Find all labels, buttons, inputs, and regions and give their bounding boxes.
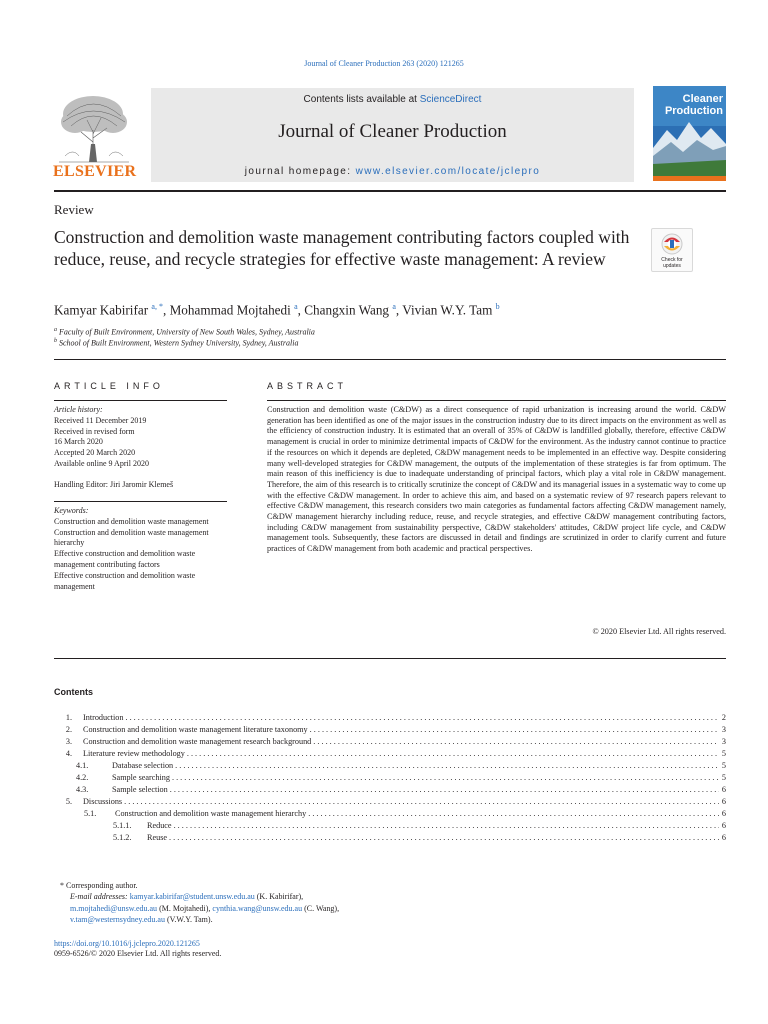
toc-title: Database selection (112, 761, 174, 770)
email-owner: (C. Wang), (304, 903, 340, 913)
toc-item[interactable] (54, 748, 726, 760)
author-name[interactable]: Kamyar Kabirifar (54, 302, 149, 318)
journal-reference-link[interactable]: Journal of Cleaner Production 263 (2020) 121265 (304, 59, 464, 68)
toc-item[interactable] (54, 820, 726, 832)
abstract-bottom-divider (54, 658, 726, 659)
toc-number: 1. (65, 713, 72, 722)
toc-leader (174, 820, 719, 832)
contents-heading: Contents (54, 687, 93, 697)
toc-number: 5.1.1. (113, 821, 132, 830)
toc-item[interactable] (54, 808, 726, 820)
history-line: 16 March 2020 (54, 437, 103, 447)
author-name[interactable]: Changxin Wang (304, 302, 390, 318)
toc-item[interactable] (54, 832, 726, 844)
affiliation-text: School of Built Environment, Western Sydney University, Sydney, Australia (59, 338, 299, 348)
toc-leader (187, 748, 719, 760)
toc-number: 5.1. (84, 809, 97, 818)
toc-page: 6 (721, 821, 726, 830)
toc-number: 2. (65, 725, 72, 734)
toc-title: Reuse (147, 833, 168, 842)
affiliation-text: Faculty of Built Environment, University of New South Wales, Sydney, Australia (59, 327, 315, 337)
toc-leader (310, 724, 719, 736)
keyword: Effective construction and demolition waste management (54, 570, 196, 591)
journal-cover-image[interactable] (653, 86, 726, 181)
affiliation-a (54, 327, 315, 337)
toc-page: 6 (721, 797, 726, 806)
toc-number: 5. (65, 797, 72, 806)
header-divider (54, 190, 726, 192)
author-name[interactable]: Mohammad Mojtahedi (169, 302, 291, 318)
history-line: Received in revised form (54, 426, 135, 436)
abstract-text: Construction and demolition waste (C&DW) as a direct consequence of rapid urbanization is increasing around the world. C&DW generation has been identified as one of the major issues in the construction industry due to its direct impacts on the environment as well as the efficiency of construction industry. It is estimated that an overall of 35% of C&DW is landfilled globally, therefore, effective C&DW management is crucial in order to minimize detrimental impacts of C&DW for the environment. As the industry cannot continue to practice if the resources on which it depends are depleted, C&DW management needs to be implemented in an effective way. Despite considering many well-developed strategies for C&DW management, the outputs of the implementation of these strategies is far from optimum. The main reason of this inefficiency is due to inadequate understanding of principal factors, which play a vital role in C&DW management. Therefore, the aim of this research is to critically scrutinize the concept of C&DW and its managerial issues in a systematic way to come up with the effective C&DW management. In order to achieve this aim, and based on a systematic review of 97 research papers relevant to effective C&DW management, this research considers two main categories as fundamental factors affecting C&DW management namely, C&DW management hierarchy including reduce, reuse, and recycle strategies, and effective C&DW management contributing factors, including C&DW management from sustainability perspective, C&DW stakeholders' attitudes, C&DW project life cycle, and C&DW management tools. Subsequently, these factors are discussed in detail and findings are scrutinized in order to clarify current and future practices of C&DW management from both academic and practical perspectives. (267, 405, 726, 554)
history-line: Accepted 20 March 2020 (54, 448, 136, 458)
email-owner: (V.W.Y. Tam). (166, 914, 213, 924)
toc-leader (170, 784, 719, 796)
toc-item[interactable] (54, 736, 726, 748)
toc-page: 5 (721, 761, 726, 770)
toc-title: Construction and demolition waste management hierarchy (115, 809, 307, 818)
keywords-block (54, 506, 234, 592)
check-for-updates-text: Check for updates (661, 257, 683, 269)
history-label: Article history: (54, 405, 103, 414)
keywords-divider (54, 501, 227, 502)
toc-title: Introduction (83, 713, 124, 722)
table-of-contents (54, 712, 726, 844)
article-info-divider (54, 400, 227, 401)
toc-leader (125, 712, 718, 724)
toc-page: 5 (721, 773, 726, 782)
toc-page: 3 (721, 737, 726, 746)
email-owner: (K. Kabirifar), (256, 892, 304, 902)
toc-title: Discussions (83, 797, 123, 806)
toc-number: 4. (65, 749, 72, 758)
article-history (54, 405, 229, 470)
author-affiliation-marker[interactable]: a, * (151, 302, 163, 311)
toc-item[interactable] (54, 724, 726, 736)
toc-number: 5.1.2. (113, 833, 132, 842)
handling-editor: Handling Editor: Jiri Jaromir Klemeš (54, 480, 174, 489)
toc-number: 4.1. (76, 761, 89, 770)
toc-item[interactable] (54, 796, 726, 808)
history-line: Received 11 December 2019 (54, 415, 147, 425)
toc-item[interactable] (54, 712, 726, 724)
abstract-copyright: © 2020 Elsevier Ltd. All rights reserved. (592, 627, 726, 636)
journal-homepage-link[interactable]: www.elsevier.com/locate/jclepro (355, 166, 541, 177)
email-link[interactable]: kamyar.kabirifar@student.unsw.edu.au (129, 892, 255, 902)
toc-title: Literature review methodology (83, 749, 185, 758)
cover-title-line1: Cleaner (682, 93, 723, 105)
toc-number: 3. (65, 737, 72, 746)
email-owner: (M. Mojtahedi), (159, 903, 211, 913)
toc-page: 5 (721, 749, 726, 758)
toc-number: 4.3. (76, 785, 89, 794)
abstract-divider (267, 400, 726, 401)
toc-title: Sample selection (112, 785, 168, 794)
contents-prefix: Contents lists available at (303, 94, 417, 105)
affiliation-b (54, 338, 298, 348)
author-affiliation-marker[interactable]: a (392, 302, 396, 311)
toc-page: 2 (721, 713, 726, 722)
toc-leader (124, 796, 719, 808)
toc-title: Construction and demolition waste management literature taxonomy (83, 725, 308, 734)
email-link[interactable]: v.tam@westernsydney.edu.au (70, 914, 165, 924)
toc-page: 3 (721, 725, 726, 734)
keywords-label: Keywords: (54, 506, 89, 515)
corresponding-author-footnote (54, 880, 384, 925)
toc-item[interactable] (54, 760, 726, 772)
toc-page: 6 (721, 833, 726, 842)
homepage-prefix: journal homepage: (244, 166, 352, 177)
check-for-updates-badge[interactable] (651, 228, 693, 272)
keyword: Construction and demolition waste management hierarchy (54, 527, 209, 548)
journal-title: Journal of Cleaner Production (278, 121, 507, 142)
toc-leader (313, 736, 719, 748)
history-line: Available online 9 April 2020 (54, 458, 149, 468)
article-title: Construction and demolition waste management contributing factors coupled with reduce, reuse, and recycle strategies for effective waste management: A review (54, 227, 630, 269)
toc-title: Reduce (147, 821, 172, 830)
article-type: Review (54, 202, 94, 217)
toc-leader (172, 772, 719, 784)
toc-leader (308, 808, 719, 820)
author-affiliation-marker[interactable]: a (294, 302, 298, 311)
author-name[interactable]: Vivian W.Y. Tam (402, 302, 493, 318)
issn-copyright: 0959-6526/© 2020 Elsevier Ltd. All rights reserved. (54, 949, 222, 958)
toc-leader (175, 760, 719, 772)
affiliation-marker: b (54, 338, 57, 344)
sciencedirect-link[interactable]: ScienceDirect (419, 94, 482, 105)
toc-leader (169, 832, 719, 844)
email-label: E-mail addresses: (70, 892, 128, 902)
author-list: Kamyar Kabirifar $^{a, *}$, Mohammad Mojtahedi $^a$, Changxin Wang $^a$, Vivian W.Y. Tam $^b$ (54, 302, 500, 318)
toc-page: 6 (721, 809, 726, 818)
cover-title-line2: Production (664, 105, 723, 117)
toc-title: Construction and demolition waste management research background (83, 737, 312, 746)
keyword: Construction and demolition waste management (54, 516, 209, 526)
toc-page: 6 (721, 785, 726, 794)
email-link[interactable]: m.mojtahedi@unsw.edu.au (70, 903, 158, 913)
article-info-heading: ARTICLE INFO (54, 381, 164, 391)
corresponding-author-note: * Corresponding author. (60, 881, 138, 890)
keyword: Effective construction and demolition waste management contributing factors (54, 549, 196, 569)
toc-item[interactable] (54, 784, 726, 796)
elsevier-wordmark: ELSEVIER (53, 163, 137, 180)
toc-item[interactable] (54, 772, 726, 784)
affiliation-divider (54, 359, 726, 360)
journal-homepage-line (151, 166, 634, 177)
toc-number: 4.2. (76, 773, 89, 782)
author-affiliation-marker[interactable]: b (495, 302, 500, 311)
toc-title: Sample searching (112, 773, 170, 782)
doi-link[interactable]: https://doi.org/10.1016/j.jclepro.2020.121265 (54, 939, 200, 948)
contents-availability-line (151, 94, 634, 105)
email-link[interactable]: cynthia.wang@unsw.edu.au (212, 903, 303, 913)
abstract-heading: ABSTRACT (267, 381, 348, 391)
affiliation-marker: a (54, 327, 57, 333)
